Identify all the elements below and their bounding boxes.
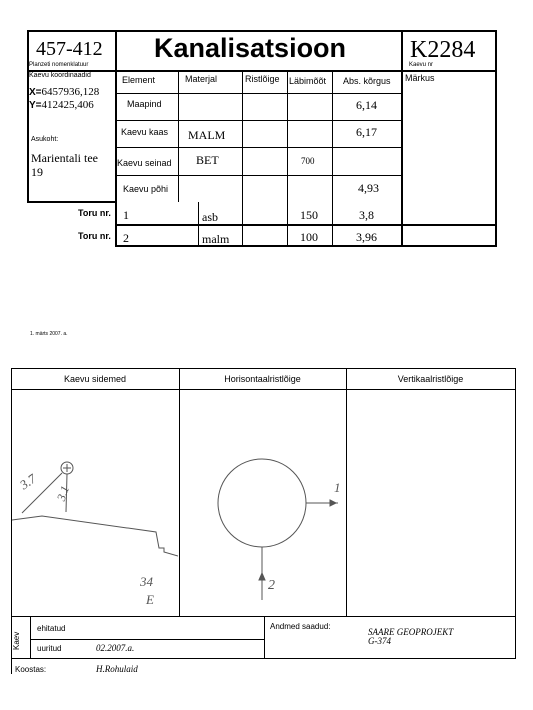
header-element: Element — [122, 75, 156, 85]
coord-x-value: 6457936,128 — [41, 86, 100, 98]
frame-line — [495, 30, 497, 246]
side-label: Kaev — [12, 631, 21, 650]
table-line — [198, 202, 199, 246]
author-value: H.Rohulaid — [96, 664, 138, 674]
pipe-label: Toru nr. — [78, 231, 111, 241]
coord-x — [29, 86, 99, 98]
arrow-icon — [259, 573, 265, 580]
nomenclature-value: 457-412 — [36, 38, 103, 60]
table-line — [332, 202, 333, 246]
frame-line — [27, 70, 497, 72]
well-number-label: Kaevu nr — [409, 62, 434, 68]
distance-label: 3.1 — [53, 483, 73, 503]
row-material: BET — [196, 153, 219, 167]
nomenclature-label: Planzeti nomenklatuur — [29, 62, 89, 68]
location-label: Asukoht: — [31, 136, 59, 143]
table-line — [242, 70, 243, 202]
data-source-label: Andmed saadud: — [270, 622, 331, 631]
row-element: Kaevu seinad — [117, 158, 172, 168]
row-height: 6,17 — [356, 125, 377, 139]
header-remark: Märkus — [405, 73, 435, 83]
coord-y-prefix: Y= — [29, 100, 42, 111]
row-height: 6,14 — [356, 98, 377, 112]
table-line — [115, 147, 401, 148]
section-left-title: Kaevu sidemed — [63, 374, 127, 384]
frame-line — [515, 368, 516, 658]
building-outline — [12, 516, 178, 556]
date-note: 1. märts 2007. a. — [30, 331, 68, 337]
table-line — [115, 120, 401, 121]
pipe-height: 3,96 — [356, 230, 377, 244]
address-line2: 19 — [31, 165, 43, 179]
coord-y — [29, 99, 94, 111]
pipe-label: Toru nr. — [78, 208, 111, 218]
frame-line — [11, 368, 516, 369]
well-circle — [218, 459, 306, 547]
frame-line — [115, 224, 497, 226]
author-label: Koostas: — [15, 665, 47, 674]
pipe-material: asb — [202, 210, 218, 224]
table-line — [287, 70, 288, 202]
pipe-diameter: 150 — [300, 208, 318, 222]
header-cross: Ristlõige — [245, 74, 280, 84]
sketch-code: 34 — [140, 574, 153, 589]
pipe-material: malm — [202, 232, 230, 246]
frame-line — [115, 245, 497, 247]
row-material: MALM — [188, 128, 226, 142]
frame-line — [401, 30, 403, 246]
frame-line — [27, 30, 497, 32]
pipe-number-mark: 1 — [334, 480, 341, 495]
table-line — [242, 202, 243, 246]
section-right-title: Vertikaalristlõige — [397, 374, 464, 384]
frame-line — [27, 201, 116, 203]
coords-label: Kaevu koordinaadid — [29, 72, 91, 79]
pipe-diameter: 100 — [300, 230, 318, 244]
frame-line — [30, 639, 265, 640]
table-line — [115, 93, 401, 94]
sketch-code: E — [146, 592, 154, 607]
frame-line — [264, 616, 265, 658]
header-material: Materjal — [185, 74, 218, 84]
measured-value: 02.2007.a. — [96, 643, 135, 653]
data-source-value: SAARE GEOPROJEKT — [368, 627, 454, 637]
frame-line — [27, 30, 29, 202]
location-sketch — [12, 440, 178, 616]
built-label: ehitatud — [37, 624, 66, 633]
row-element: Maapind — [127, 99, 162, 109]
table-line — [178, 70, 179, 202]
table-line — [332, 70, 333, 202]
header-height: Abs. kõrgus — [343, 76, 391, 86]
section-middle-title: Horisontaalristlõige — [224, 374, 301, 384]
frame-line — [346, 368, 347, 616]
distance-label: 3.7 — [16, 470, 39, 493]
page-title: Kanalisatsioon — [154, 33, 347, 63]
frame-line — [11, 658, 516, 659]
pipe-number: 1 — [123, 208, 129, 222]
frame-line — [11, 389, 516, 390]
data-source-code: G-374 — [368, 636, 391, 646]
table-line — [287, 202, 288, 246]
coord-x-prefix: X= — [29, 87, 42, 98]
row-diameter: 700 — [301, 156, 315, 166]
header-diameter: Läbimõõt — [289, 76, 327, 86]
address-line1: Marientali tee — [31, 151, 98, 165]
coord-y-value: 412425,406 — [41, 99, 94, 111]
pipe-height: 3,8 — [359, 208, 374, 222]
row-element: Kaevu põhi — [123, 184, 169, 194]
row-element: Kaevu kaas — [121, 127, 169, 137]
frame-line — [30, 616, 31, 658]
measured-label: uuritud — [37, 644, 62, 653]
pipe-number: 2 — [123, 231, 129, 245]
table-line — [115, 175, 401, 176]
horizontal-section-drawing — [180, 440, 346, 616]
pipe-number-mark: 2 — [268, 578, 275, 593]
well-number: K2284 — [410, 37, 476, 63]
row-height: 4,93 — [358, 181, 379, 195]
arrow-icon — [330, 500, 336, 506]
table-line — [115, 202, 117, 246]
